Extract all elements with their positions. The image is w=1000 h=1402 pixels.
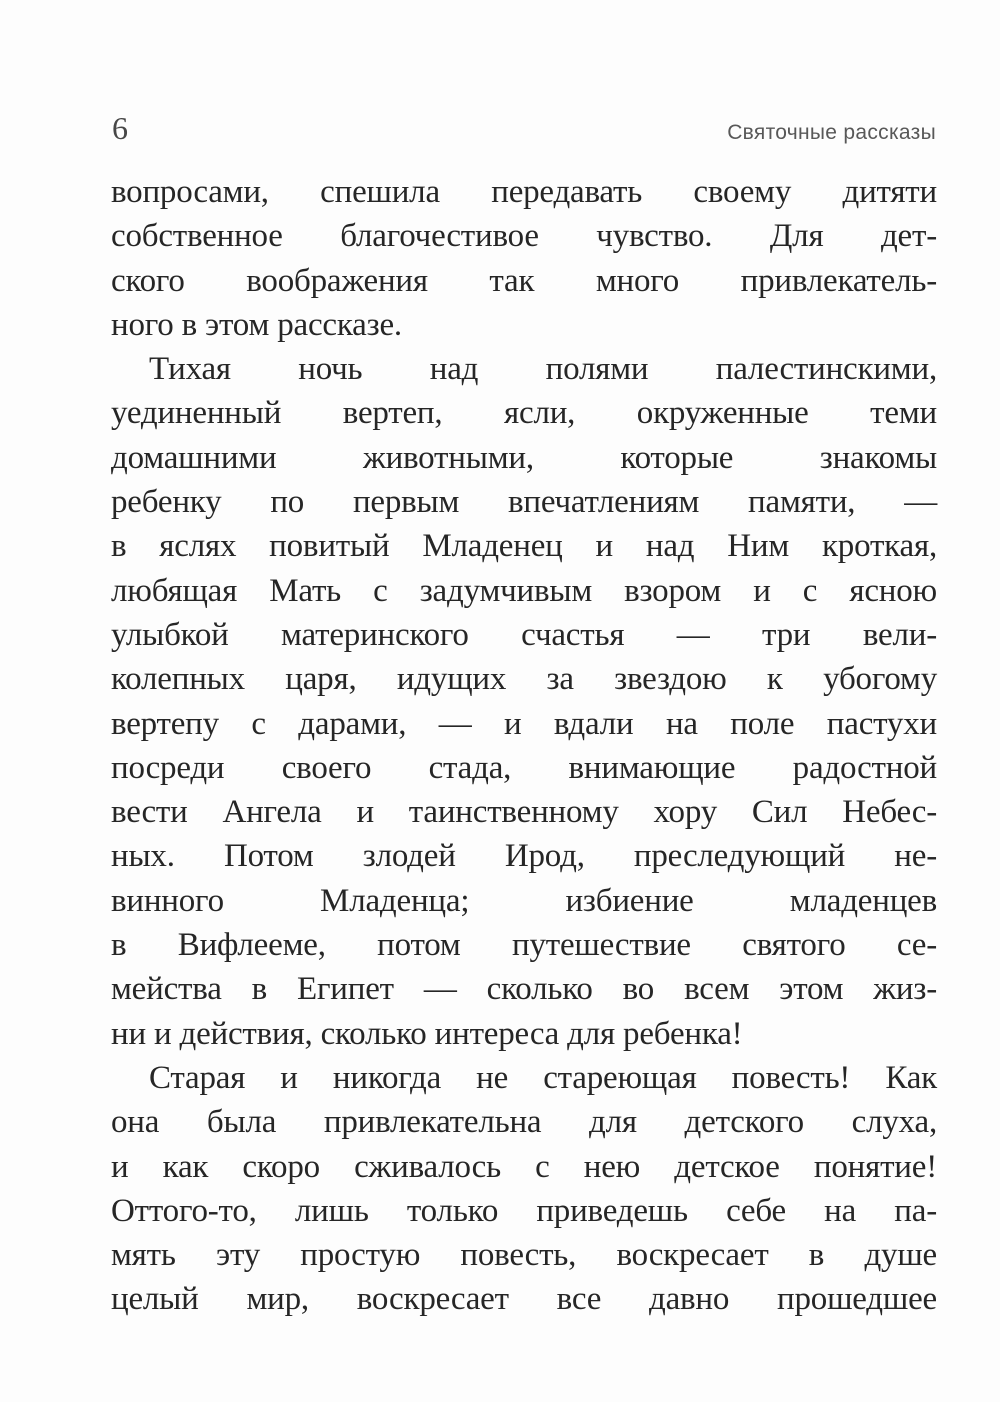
- text-line: мейства в Египет — сколько во всем этом жиз-: [111, 971, 937, 1008]
- text-line: собственное благочестивое чувство. Для дет-: [111, 218, 937, 255]
- body-text-block: [111, 170, 937, 1322]
- text-line: любящая Мать с задумчивым взором и с ясною: [111, 572, 937, 609]
- text-line: мять эту простую повесть, воскресает в душе: [111, 1237, 937, 1274]
- text-line: вести Ангела и таинственному хору Сил Небес-: [111, 794, 937, 831]
- text-line: целый мир, воскресает все давно прошедшее: [111, 1281, 937, 1318]
- text-line: винного Младенца; избиение младенцев: [111, 882, 937, 919]
- text-line: колепных царя, идущих за звездою к убогому: [111, 661, 937, 698]
- text-line: посреди своего стада, внимающие радостной: [111, 749, 937, 786]
- text-line: вертепу с дарами, — и вдали на поле пастухи: [111, 705, 937, 742]
- text-line: ного в этом рассказе.: [111, 306, 402, 343]
- running-header-title: Святочные рассказы: [727, 121, 936, 144]
- text-line: в Вифлееме, потом путешествие святого се-: [111, 927, 937, 964]
- page-header: [112, 110, 936, 146]
- page-number: 6: [112, 110, 128, 146]
- text-line: в яслях повитый Младенец и над Ним кроткая,: [111, 528, 937, 565]
- text-line: Оттого-то, лишь только приведешь себе на па-: [111, 1192, 937, 1229]
- text-line: и как скоро сживалось с нею детское понятие!: [111, 1148, 937, 1185]
- text-line: Тихая ночь над полями палестинскими,: [149, 351, 937, 388]
- text-line: ребенку по первым впечатлениям памяти, —: [111, 484, 937, 521]
- text-line: уединенный вертеп, ясли, окруженные теми: [111, 395, 937, 432]
- text-line: она была привлекательна для детского слуха,: [111, 1104, 937, 1141]
- text-line: ского воображения так много привлекатель-: [111, 262, 937, 299]
- text-line: ных. Потом злодей Ирод, преследующий не-: [111, 838, 937, 875]
- text-line: ни и действия, сколько интереса для ребенка!: [111, 1015, 743, 1052]
- text-line: Старая и никогда не стареющая повесть! Как: [149, 1059, 937, 1096]
- text-line: домашними животными, которые знакомы: [111, 439, 937, 476]
- text-line: вопросами, спешила передавать своему дитяти: [111, 174, 937, 210]
- text-line: улыбкой материнского счастья — три вели-: [111, 616, 937, 653]
